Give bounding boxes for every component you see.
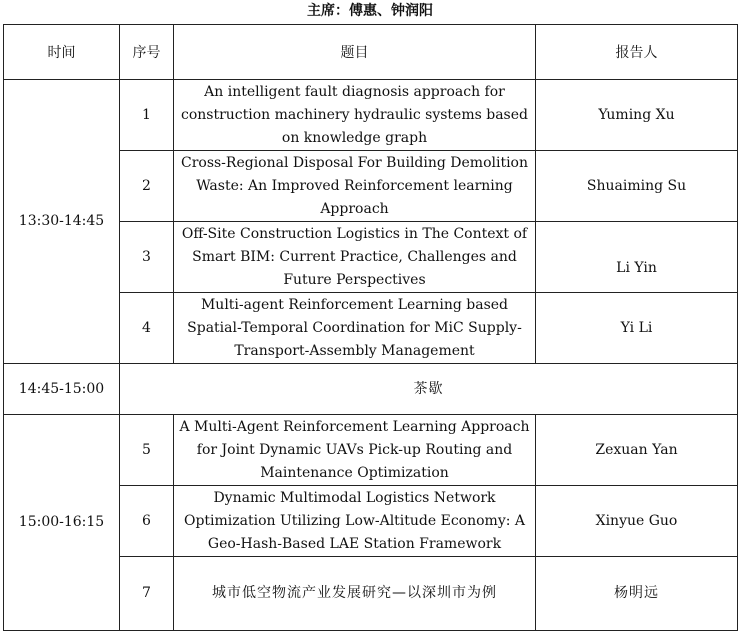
talk-seq: 1 [120, 80, 174, 151]
break-label: 茶歇 [120, 364, 738, 415]
talk-seq: 4 [120, 293, 174, 364]
talk-seq: 5 [120, 415, 174, 486]
schedule-table [3, 24, 738, 631]
talk-seq: 7 [120, 557, 174, 631]
talk-speaker: Xinyue Guo [536, 486, 738, 557]
talk-title: Off-Site Construction Logistics in The Context of Smart BIM: Current Practice, Challenges and Future Perspectives [174, 222, 536, 293]
talk-seq: 2 [120, 151, 174, 222]
col-header-seq: 序号 [120, 25, 174, 80]
header-row [4, 25, 738, 80]
talk-seq: 3 [120, 222, 174, 293]
session-chairs: 主席：傅惠、钟润阳 [307, 3, 433, 19]
col-header-title: 题目 [174, 25, 536, 80]
session-time: 14:45-15:00 [4, 364, 120, 415]
talk-title: Multi-agent Reinforcement Learning based Spatial-Temporal Coordination for MiC Supply-Transport-Assembly Management [174, 293, 536, 364]
talk-speaker: Zexuan Yan [536, 415, 738, 486]
talk-speaker: Yuming Xu [536, 80, 738, 151]
talk-speaker: Yi Li [536, 293, 738, 364]
break-row [4, 364, 738, 415]
table-row [4, 80, 738, 151]
col-header-speaker: 报告人 [536, 25, 738, 80]
session-time: 13:30-14:45 [4, 80, 120, 364]
talk-title: Dynamic Multimodal Logistics Network Optimization Utilizing Low-Altitude Economy: A Geo-Hash-Based LAE Station Framework [174, 486, 536, 557]
session-time: 15:00-16:15 [4, 415, 120, 631]
talk-title: 城市低空物流产业发展研究—以深圳市为例 [174, 557, 536, 631]
talk-speaker: Shuaiming Su [536, 151, 738, 222]
col-header-time: 时间 [4, 25, 120, 80]
talk-title: An intelligent fault diagnosis approach for construction machinery hydraulic systems based on knowledge graph [174, 80, 536, 151]
talk-speaker: 杨明远 [536, 557, 738, 631]
talk-seq: 6 [120, 486, 174, 557]
talk-title: A Multi-Agent Reinforcement Learning Approach for Joint Dynamic UAVs Pick-up Routing and Maintenance Optimization [174, 415, 536, 486]
talk-speaker: Li Yin [536, 222, 738, 293]
talk-title: Cross-Regional Disposal For Building Demolition Waste: An Improved Reinforcement learning Approach [174, 151, 536, 222]
table-row [4, 415, 738, 486]
